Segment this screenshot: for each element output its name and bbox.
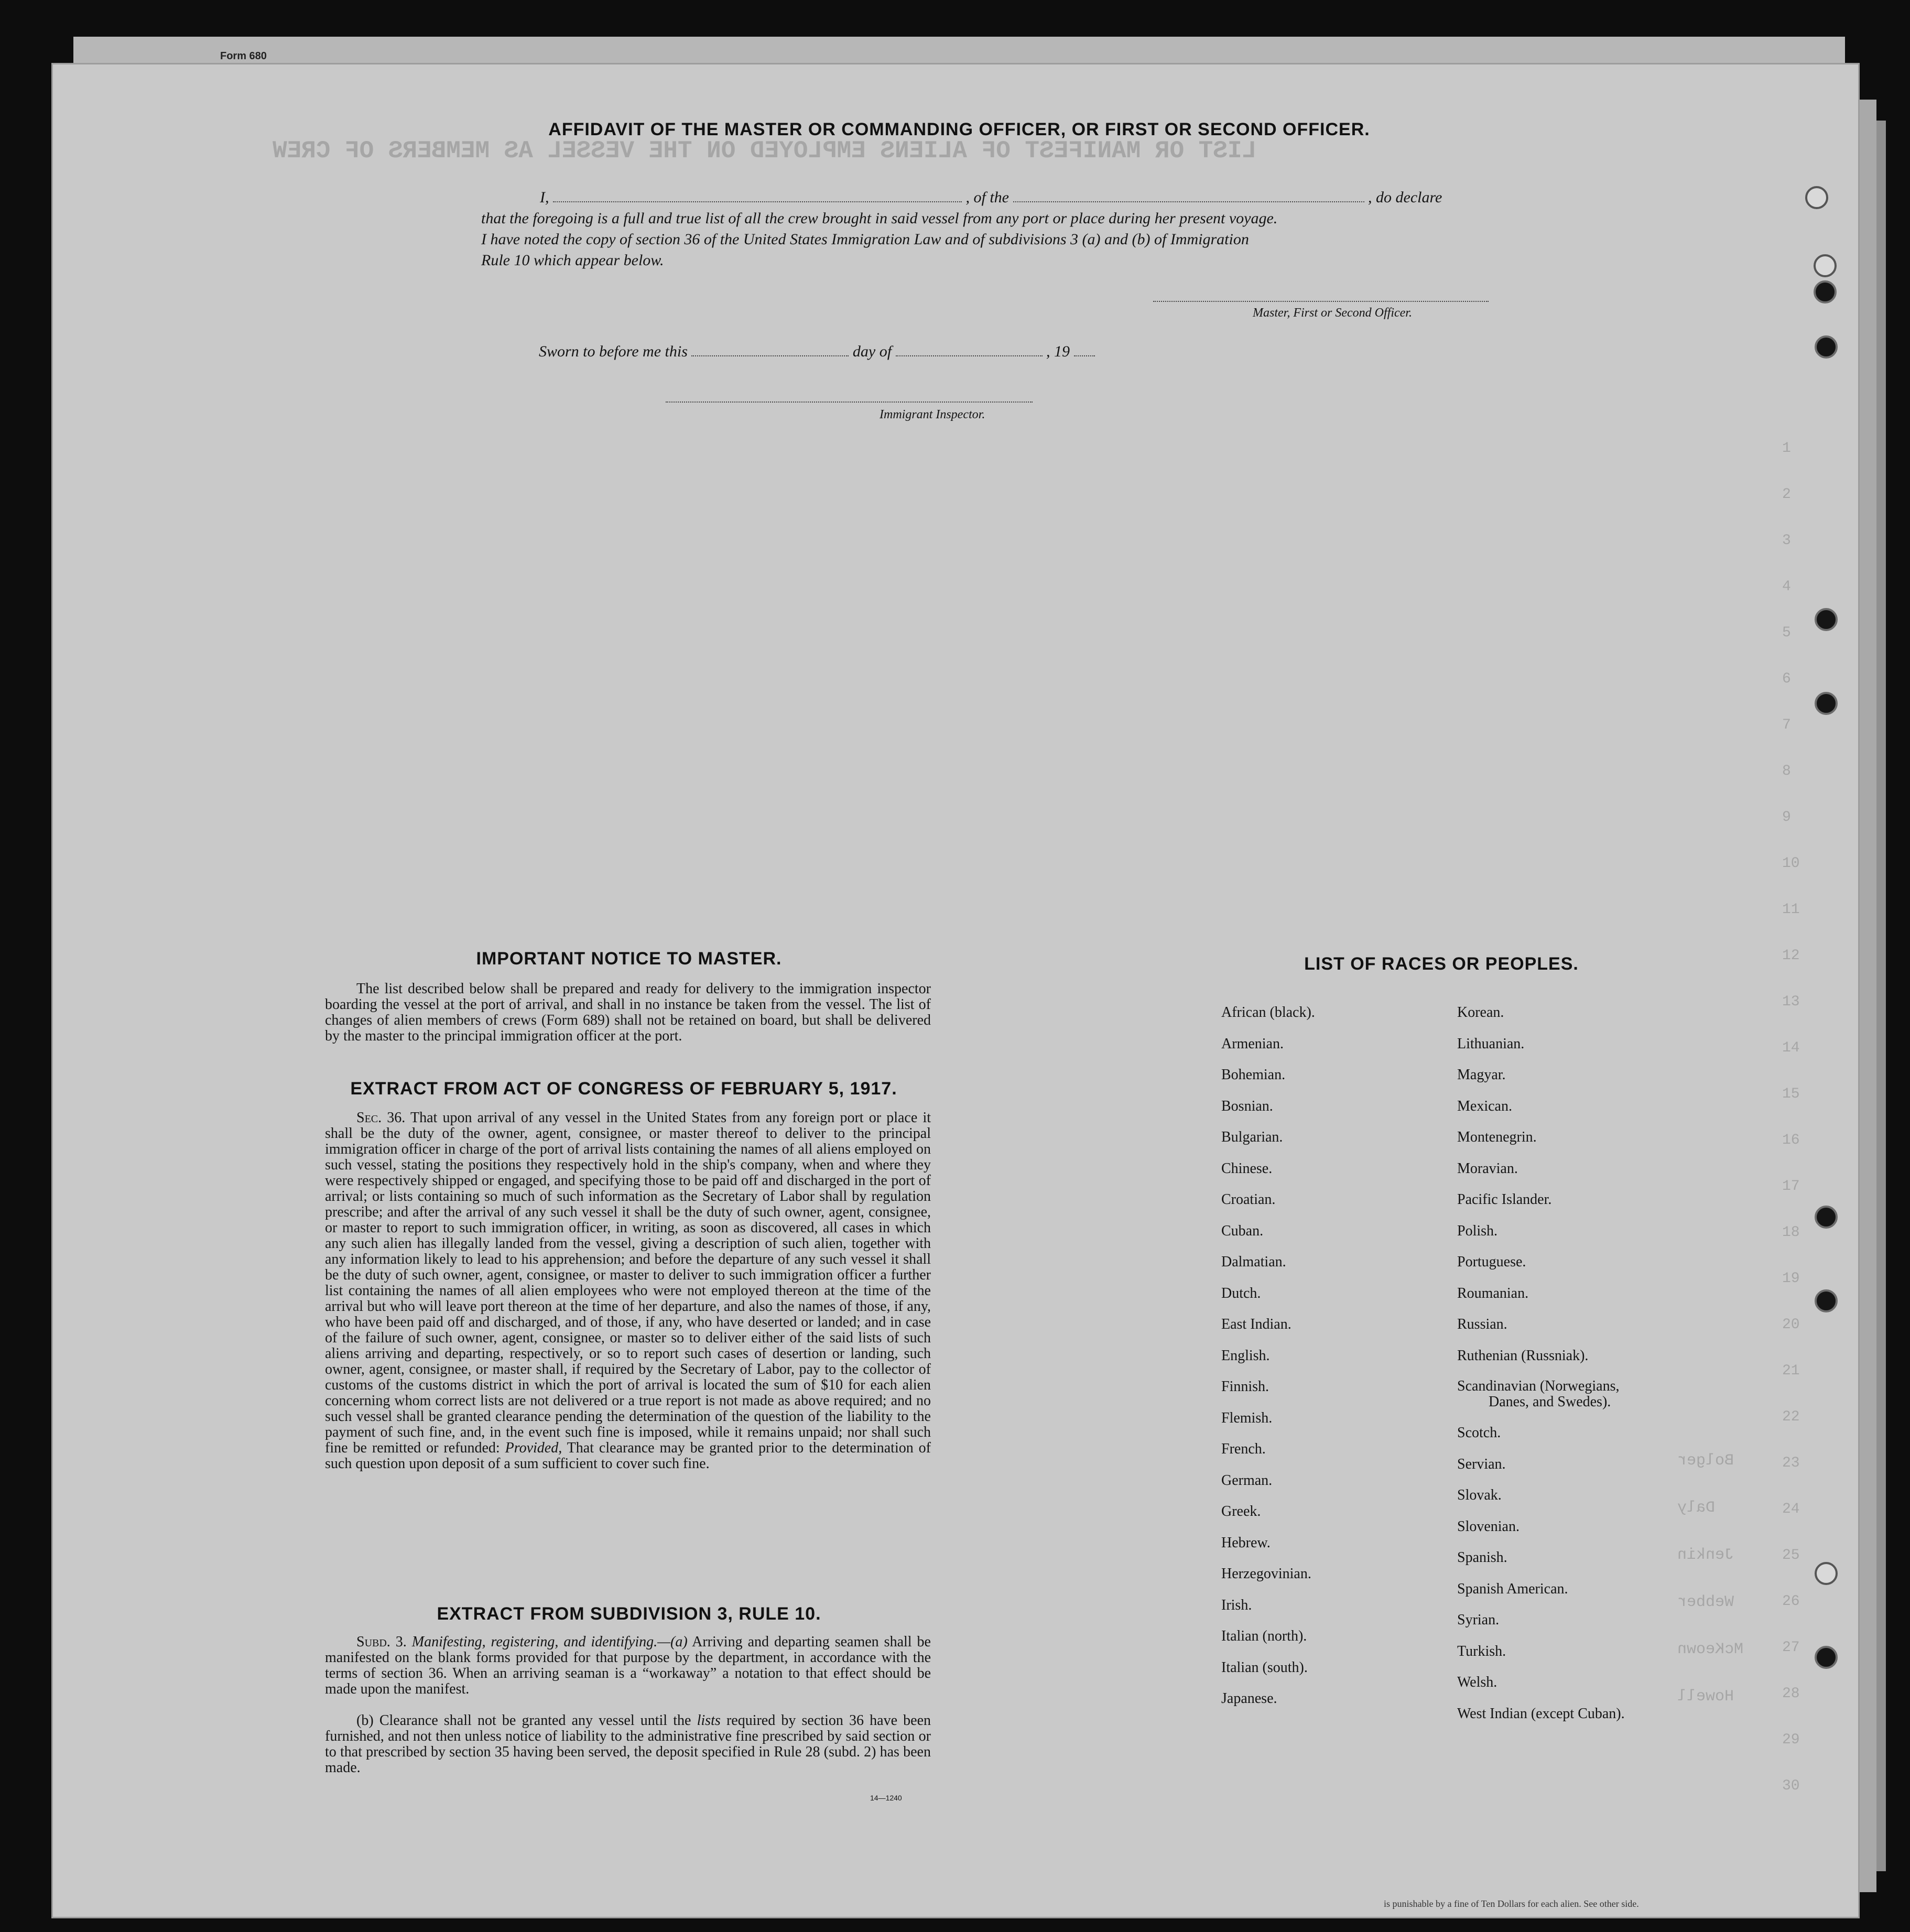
race-left-item: Flemish. — [1221, 1409, 1273, 1426]
rule-b-label: (b) — [356, 1712, 374, 1729]
affidavit-declare: , do declare — [1368, 189, 1442, 206]
sworn-year: , 19 — [1046, 343, 1070, 360]
race-left-item: Herzegovinian. — [1221, 1566, 1311, 1582]
bleed-row-number: 8 — [1782, 763, 1791, 779]
race-right-item: Magyar. — [1457, 1067, 1506, 1083]
race-right-item: Servian. — [1457, 1456, 1506, 1472]
bleed-row-number: 13 — [1782, 994, 1800, 1010]
bleed-row-number: 14 — [1782, 1040, 1800, 1056]
form-number: Form 680 — [220, 50, 267, 62]
inspector-label: Immigrant Inspector. — [880, 408, 985, 421]
bleed-row-number: 20 — [1782, 1317, 1800, 1333]
bleed-row-number: 22 — [1782, 1409, 1800, 1425]
race-left-item: Italian (south). — [1221, 1659, 1308, 1676]
bleed-row-number: 4 — [1782, 579, 1791, 595]
bleed-row-number: 10 — [1782, 855, 1800, 872]
race-left-item: French. — [1221, 1441, 1266, 1457]
binder-hole-6 — [1815, 692, 1838, 715]
bleed-row-number: 25 — [1782, 1547, 1800, 1564]
race-right-item: Lithuanian. — [1457, 1035, 1525, 1052]
binder-hole-3 — [1814, 280, 1837, 303]
bleed-row-number: 12 — [1782, 948, 1800, 964]
bleed-name: Jenkin — [1677, 1546, 1734, 1564]
race-left-item: English. — [1221, 1347, 1270, 1364]
race-left-item: Greek. — [1221, 1503, 1261, 1519]
binder-hole-5 — [1815, 608, 1838, 631]
race-left-item: Bohemian. — [1221, 1067, 1286, 1083]
sworn-year-blank[interactable] — [1074, 343, 1095, 356]
act-text — [325, 1110, 931, 1472]
bleed-name: Bolger — [1677, 1452, 1734, 1470]
bleed-row-number: 19 — [1782, 1271, 1800, 1287]
bleed-row-number: 15 — [1782, 1086, 1800, 1102]
race-left-item: Bulgarian. — [1221, 1129, 1283, 1145]
bleed-row-number: 30 — [1782, 1778, 1800, 1794]
race-right-item: West Indian (except Cuban). — [1457, 1705, 1625, 1722]
affidavit-title: AFFIDAVIT OF THE MASTER OR COMMANDING OFFICER, OR FIRST OR SECOND OFFICER. — [548, 120, 1370, 139]
race-right-item: Russian. — [1457, 1316, 1507, 1332]
race-right-item: Welsh. — [1457, 1674, 1497, 1690]
race-left-item: Cuban. — [1221, 1222, 1264, 1239]
race-right-item: Montenegrin. — [1457, 1129, 1537, 1145]
race-right-item: Danes, and Swedes). — [1489, 1394, 1611, 1410]
race-right-item: Roumanian. — [1457, 1285, 1529, 1301]
rule-title: EXTRACT FROM SUBDIVISION 3, RULE 10. — [437, 1604, 821, 1624]
race-left-item: East Indian. — [1221, 1316, 1292, 1332]
binder-hole-2 — [1814, 254, 1837, 277]
race-right-item: Scandinavian (Norwegians, — [1457, 1378, 1620, 1394]
act-provided: Provided, — [505, 1440, 562, 1456]
bleed-row-number: 6 — [1782, 671, 1791, 687]
sworn-prefix: Sworn to before me this — [539, 343, 688, 360]
race-right-item: Syrian. — [1457, 1612, 1500, 1628]
rule-text-a — [325, 1634, 931, 1697]
race-left-item: Irish. — [1221, 1597, 1252, 1613]
race-left-item: German. — [1221, 1472, 1273, 1489]
affidavit-line-2: that the foregoing is a full and true list of all the crew brought in said vessel from any port or place during her present voyage. — [481, 210, 1278, 227]
act-section-label: Sec. 36. — [356, 1110, 406, 1126]
rule-text-b — [325, 1713, 931, 1776]
race-right-item: Pacific Islander. — [1457, 1191, 1552, 1208]
act-body: That upon arrival of any vessel in the United States from any foreign port or place it shall be the duty of the owner, agent, consignee, or master thereof to deliver to the principal immigration officer in charge of the port of arrival lists containing the names of all aliens employed on such vessel, stating the positions they respectively hold in the ship's company, when and where they were respectively shipped or engaged, and specifying those to be paid off and discharged in the port of arrival; or lists containing so much of such information as the Secretary of Labor shall by regulation prescribe; and after the arrival of any such vessel it shall be the duty of such owner, agent, consignee, or master to report to such immigration officer, in writing, as soon as discovered, all cases in which any such alien has illegally landed from the vessel, giving a description of such alien, together with any information likely to lead to his apprehension; and before the departure of any such vessel it shall be the duty of such owner, agent, consignee, or master to deliver to such immigration officer a further list containing the names of all alien employees who were not employed thereon at the time of the arrival but who will leave port thereon at the time of her departure, and also the names of those, if any, who have been paid off and discharged, and of those, if any, who have deserted or landed; and in case of the failure of such owner, agent, consignee, or master so to deliver either of the said lists of such aliens arriving and departing, respectively, or so to report such cases of desertion or landing, such owner, agent, consignee, or master shall, if required by the Secretary of Labor, pay to the collector of customs of the customs district in which the port of arrival is located the sum of $10 for each alien concerning whom correct lists are not delivered or a true report is not made as above required; and no such vessel shall be granted clearance pending the determination of the question of the liability to the payment of such fine, and, in the event such fine is imposed, while it remains unpaid; nor shall such fine be remitted or refunded: — [325, 1110, 931, 1456]
bleed-name: Howell — [1677, 1688, 1734, 1706]
race-right-item: Moravian. — [1457, 1160, 1518, 1177]
bleed-row-number: 18 — [1782, 1224, 1800, 1241]
bleed-row-number: 27 — [1782, 1640, 1800, 1656]
race-right-item: Turkish. — [1457, 1643, 1506, 1659]
race-left-item: Japanese. — [1221, 1690, 1277, 1707]
bleed-row-number: 5 — [1782, 625, 1791, 641]
affidavit-of-the: , of the — [965, 189, 1009, 206]
vessel-blank[interactable] — [1013, 189, 1364, 202]
sworn-line — [539, 342, 1095, 362]
affidavit-line-1 — [540, 188, 1442, 208]
race-left-item: African (black). — [1221, 1004, 1315, 1021]
bleed-row-number: 17 — [1782, 1178, 1800, 1195]
notice-text: The list described below shall be prepared and ready for delivery to the immigration inspector boarding the vessel at the port of arrival, and shall in no instance be taken from the vessel. The list of changes of alien members of crews (Form 689) shall not be retained on board, but shall be delivered by the master to the principal immigration officer at the port. — [325, 981, 931, 1044]
binder-hole-8 — [1815, 1289, 1838, 1312]
master-label: Master, First or Second Officer. — [1253, 306, 1412, 320]
rule-subd-heading: Manifesting, registering, and identifying.—(a) — [411, 1634, 688, 1650]
footer-note: is punishable by a fine of Ten Dollars for each alien. See other side. — [1384, 1898, 1639, 1909]
bleed-row-number: 23 — [1782, 1455, 1800, 1471]
notice-title: IMPORTANT NOTICE TO MASTER. — [476, 949, 782, 969]
bleed-row-number: 11 — [1782, 902, 1800, 918]
binder-hole-7 — [1815, 1206, 1838, 1229]
binder-hole-4 — [1815, 335, 1838, 359]
race-right-item: Scotch. — [1457, 1425, 1501, 1441]
races-title: LIST OF RACES OR PEOPLES. — [1304, 954, 1579, 974]
bleed-row-number: 9 — [1782, 809, 1791, 826]
act-title: EXTRACT FROM ACT OF CONGRESS OF FEBRUARY 5, 1917. — [350, 1079, 897, 1099]
race-right-item: Polish. — [1457, 1222, 1498, 1239]
race-right-item: Ruthenian (Russniak). — [1457, 1347, 1589, 1364]
bleed-header: LIST OR MANIFEST OF ALIENS EMPLOYED ON THE VESSEL AS MEMBERS OF CREW — [273, 137, 1257, 165]
rule-body-a: Arriving and departing seamen shall be manifested on the blank forms provided for that purpose by the department, in accordance with the terms of section 36. When an arriving seaman is a “workaway” a notation to that effect should be made upon the manifest. — [325, 1634, 931, 1697]
race-left-item: Italian (north). — [1221, 1628, 1307, 1644]
bleed-row-number: 24 — [1782, 1501, 1800, 1517]
race-right-item: Spanish American. — [1457, 1580, 1568, 1597]
rule-body-b2: required by section 36 have been furnished, and not then unless notice of liability to the administrative fine prescribed by said section or to that prescribed by section 35 having been served, the deposit specified in Rule 28 (subd. 2) has been made. — [325, 1712, 931, 1776]
race-right-item: Korean. — [1457, 1004, 1504, 1021]
print-code: 14—1240 — [870, 1794, 902, 1802]
bleed-row-number: 3 — [1782, 533, 1791, 549]
bleed-row-number: 7 — [1782, 717, 1791, 733]
affidavit-line-4: Rule 10 which appear below. — [481, 252, 664, 269]
race-right-item: Slovak. — [1457, 1487, 1502, 1503]
race-left-item: Bosnian. — [1221, 1098, 1273, 1114]
bleed-name: McKeown — [1677, 1641, 1744, 1658]
bleed-row-number: 29 — [1782, 1732, 1800, 1748]
rule-body-b1: Clearance shall not be granted any vessel until the — [379, 1712, 691, 1729]
right-sheet-edge-2 — [1876, 121, 1886, 1871]
race-left-item: Finnish. — [1221, 1379, 1269, 1395]
bleed-row-number: 2 — [1782, 486, 1791, 503]
rule-body-b-lists: lists — [697, 1712, 721, 1729]
race-right-item: Portuguese. — [1457, 1254, 1526, 1270]
name-blank[interactable] — [553, 189, 962, 202]
inspector-signature-line[interactable] — [666, 388, 1033, 403]
bleed-name: Daly — [1677, 1499, 1716, 1517]
binder-hole-1 — [1805, 186, 1828, 209]
race-left-item: Armenian. — [1221, 1035, 1284, 1052]
sworn-day-of: day of — [852, 343, 892, 360]
bleed-row-number: 21 — [1782, 1363, 1800, 1379]
race-right-item: Slovenian. — [1457, 1518, 1520, 1535]
race-left-item: Hebrew. — [1221, 1534, 1271, 1551]
sworn-day-blank[interactable] — [691, 343, 849, 356]
rule-subd-label: Subd. 3. — [356, 1634, 407, 1650]
sworn-month-blank[interactable] — [896, 343, 1043, 356]
race-left-item: Chinese. — [1221, 1160, 1273, 1177]
master-signature-line[interactable] — [1153, 287, 1489, 302]
bleed-row-number: 28 — [1782, 1686, 1800, 1702]
bleed-row-number: 16 — [1782, 1132, 1800, 1148]
bleed-row-number: 1 — [1782, 440, 1791, 457]
bleed-row-number: 26 — [1782, 1593, 1800, 1610]
act-body-end: That clearance may be granted prior to the determination of such question upon deposit of a sum sufficient to cover such fine. — [325, 1440, 931, 1472]
affidavit-line-3: I have noted the copy of section 36 of the United States Immigration Law and of subdivisions 3 (a) and (b) of Immigration — [481, 231, 1249, 248]
bleed-name: Webber — [1677, 1593, 1734, 1611]
binder-hole-9 — [1815, 1562, 1838, 1585]
affidavit-i: I, — [540, 189, 549, 206]
binder-hole-10 — [1815, 1646, 1838, 1669]
race-left-item: Dutch. — [1221, 1285, 1261, 1301]
race-right-item: Mexican. — [1457, 1098, 1512, 1114]
race-right-item: Spanish. — [1457, 1549, 1507, 1566]
races-left-column — [1221, 997, 1315, 1714]
races-right-column — [1457, 997, 1625, 1729]
race-left-item: Dalmatian. — [1221, 1254, 1286, 1270]
race-left-item: Croatian. — [1221, 1191, 1276, 1208]
